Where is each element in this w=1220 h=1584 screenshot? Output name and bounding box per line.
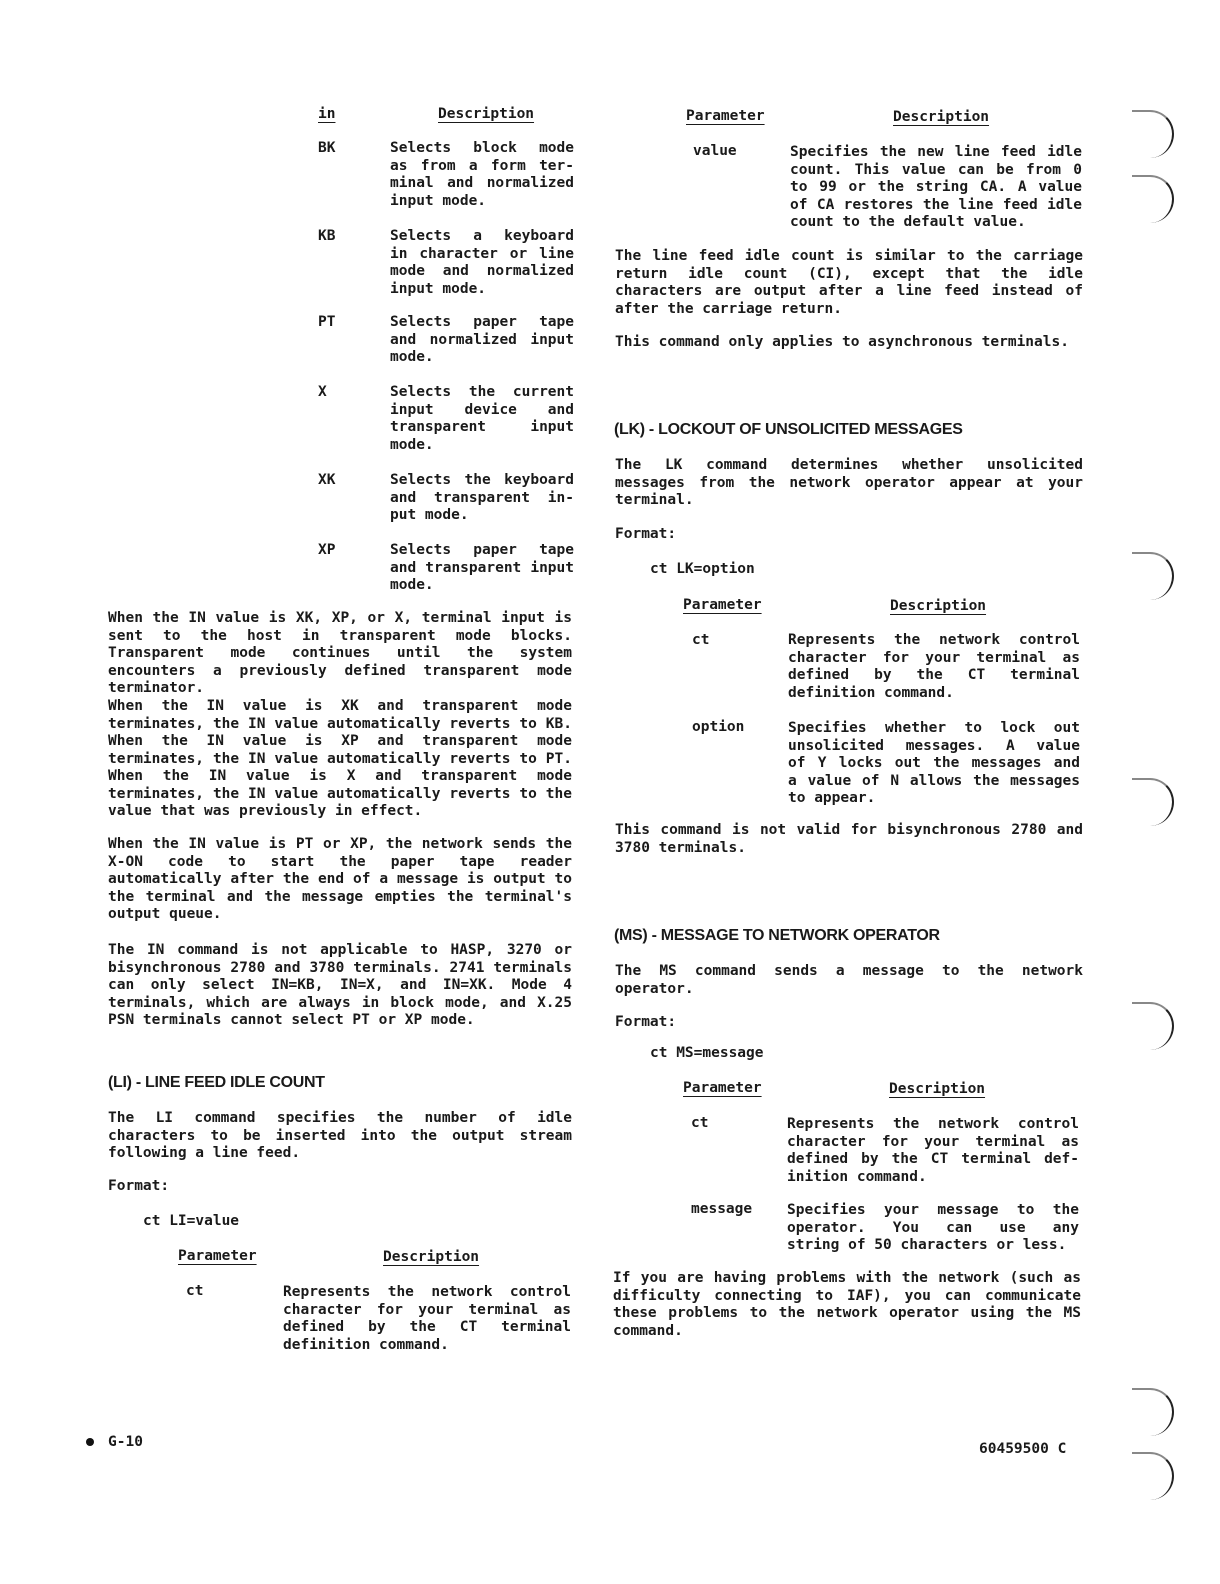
in-desc (390, 228, 574, 298)
in-desc-line: and normalized input (390, 331, 574, 348)
body-paragraph: When the IN value is PT or XP, the network sends the X-ON code to start the paper tape reader automatically after the end of a message is output to the terminal and the message empties the terminal's output queue. (108, 836, 572, 922)
param-desc-line: definition command. (283, 1336, 449, 1353)
param-header: Parameter (686, 108, 765, 124)
in-desc-line: minal and normalized (390, 175, 574, 191)
ms-note: If you are having problems with the network (such as difficulty connecting to IAF), you can communicate these problems to the network operator using the MS command. (613, 1270, 1081, 1339)
param-desc-line: count to the default value. (790, 214, 1026, 230)
in-desc-line: Selects block mode (390, 140, 574, 156)
li-note: The line feed idle count is similar to the carriage return idle count (CI), except that the idle characters are output after a line feed instead of after the carriage return. (615, 248, 1083, 317)
param-desc-line: to 99 or the string CA. A value (790, 179, 1082, 195)
param-desc (790, 144, 1082, 232)
section-heading-lk: (LK) - LOCKOUT OF UNSOLICITED MESSAGES (614, 421, 963, 438)
desc-header: Description (890, 598, 987, 614)
in-code: KB (318, 228, 336, 244)
param-name: message (691, 1201, 753, 1217)
param-desc-line: character for your terminal as (788, 649, 1080, 666)
in-desc-line: input mode. (390, 280, 487, 297)
desc-header: Description (889, 1081, 986, 1097)
punch-hole-icon (1132, 1452, 1174, 1500)
param-desc-line: Represents the network control (788, 632, 1080, 648)
desc-header: Description (383, 1249, 480, 1265)
in-desc (390, 384, 574, 454)
param-header: Parameter (178, 1248, 257, 1264)
param-desc-line: of CA restores the line feed idle (790, 196, 1082, 213)
format-syntax: ct MS=message (650, 1045, 764, 1061)
param-desc-line: count. This value can be from 0 (790, 161, 1082, 178)
in-code: XP (318, 542, 336, 558)
in-desc-line: mode. (390, 349, 434, 365)
in-desc-line: Selects a keyboard (390, 228, 574, 244)
in-desc (390, 314, 574, 367)
in-desc-line: Selects paper tape (390, 314, 574, 330)
param-desc-line: Represents the network control (283, 1284, 571, 1300)
param-desc-line: to appear. (788, 790, 876, 806)
param-desc-line: Specifies whether to lock out (788, 720, 1080, 736)
format-label: Format: (615, 1014, 677, 1030)
param-desc (788, 632, 1080, 702)
in-desc-line: mode and normalized (390, 263, 574, 279)
bullet-icon (86, 1438, 94, 1446)
lk-note: This command is not valid for bisynchronous 2780 and 3780 terminals. (615, 822, 1083, 856)
param-desc-line: definition command. (788, 684, 954, 701)
in-desc-line: input mode. (390, 192, 487, 209)
param-desc-line: Specifies your message to the (787, 1202, 1079, 1218)
param-name: ct (186, 1283, 204, 1299)
param-desc-line: inition command. (787, 1168, 927, 1185)
param-header: Parameter (683, 1080, 762, 1096)
punch-hole-icon (1132, 1388, 1174, 1436)
in-desc-line: mode. (390, 577, 434, 593)
format-syntax: ct LK=option (650, 561, 755, 577)
in-desc-line: Selects the keyboard (390, 472, 574, 488)
in-desc-line: in character or line (390, 245, 574, 262)
in-desc-line: put mode. (390, 507, 469, 523)
section-heading-ms: (MS) - MESSAGE TO NETWORK OPERATOR (614, 927, 940, 944)
in-desc-header: Description (438, 106, 535, 122)
param-desc-line: string of 50 characters or less. (787, 1237, 1067, 1253)
param-desc-line: character for your terminal as (283, 1301, 571, 1318)
param-name: value (693, 143, 737, 159)
param-desc-line: Specifies the new line feed idle (790, 144, 1082, 160)
punch-hole-icon (1132, 1002, 1174, 1050)
param-desc-line: Represents the network control (787, 1116, 1079, 1132)
in-desc (390, 140, 574, 210)
punch-hole-icon (1132, 175, 1174, 223)
page-number: G-10 (108, 1434, 143, 1450)
param-desc-line: defined by the CT terminal (788, 667, 1080, 683)
in-desc (390, 542, 574, 595)
in-col-header: in (318, 106, 336, 122)
param-name: ct (691, 1115, 709, 1131)
format-syntax: ct LI=value (143, 1213, 240, 1229)
format-label: Format: (615, 526, 677, 542)
param-desc (283, 1284, 571, 1354)
in-desc-line: mode. (390, 436, 434, 453)
in-desc-line: and transparent in- (390, 489, 574, 506)
in-code: PT (318, 314, 336, 330)
param-desc-line: of Y locks out the messages and (788, 755, 1080, 771)
param-desc (787, 1116, 1079, 1186)
document-number: 60459500 C (979, 1441, 1067, 1457)
param-desc-line: operator. You can use any (787, 1219, 1079, 1236)
param-desc-line: defined by the CT terminal def- (787, 1151, 1079, 1167)
param-name: option (692, 719, 745, 735)
param-desc (788, 720, 1080, 808)
param-desc-line: defined by the CT terminal (283, 1319, 571, 1335)
punch-hole-icon (1132, 552, 1174, 600)
in-desc-line: Selects paper tape (390, 542, 574, 558)
lk-intro: The LK command determines whether unsolicited messages from the network operator appear at your terminal. (615, 457, 1083, 508)
li-note: This command only applies to asynchronous terminals. (615, 334, 1069, 350)
body-paragraph: The IN command is not applicable to HASP, 3270 or bisynchronous 2780 and 3780 terminals. 2741 terminals can only select IN=KB, IN=X, and IN=XK. Mode 4 terminals, which are always in block mode, and X.25 PSN terminals cannot select PT or XP mode. (108, 942, 572, 1028)
punch-hole-icon (1132, 778, 1174, 826)
in-code: BK (318, 140, 336, 156)
in-desc-line: and transparent input (390, 559, 574, 576)
ms-intro: The MS command sends a message to the network operator. (615, 963, 1083, 997)
punch-hole-icon (1132, 110, 1174, 158)
body-paragraph: When the IN value is XK and transparent mode terminates, the IN value automatically reverts to KB. When the IN value is XP and transparent mode terminates, the IN value automatically reverts to PT. When the IN value is X and transparent mode terminates, the IN value automatically reverts to the value that was previously in effect. (108, 698, 572, 819)
param-name: ct (692, 632, 710, 648)
body-paragraph: When the IN value is XK, XP, or X, terminal input is sent to the host in transparent mode blocks. Transparent mode continues until the system encounters a previously defined transparent mode terminator. (108, 610, 572, 696)
in-desc-line: input device and (390, 401, 574, 418)
format-label: Format: (108, 1178, 170, 1194)
param-desc (787, 1202, 1079, 1255)
in-code: XK (318, 472, 336, 488)
li-intro: The LI command specifies the number of idle characters to be inserted into the output stream following a line feed. (108, 1110, 572, 1161)
desc-header: Description (893, 109, 990, 125)
in-code: X (318, 384, 327, 400)
section-heading-li: (LI) - LINE FEED IDLE COUNT (108, 1074, 325, 1091)
param-desc-line: character for your terminal as (787, 1133, 1079, 1150)
in-desc (390, 472, 574, 525)
param-header: Parameter (683, 597, 762, 613)
in-desc-line: Selects the current (390, 384, 574, 400)
in-desc-line: transparent input (390, 419, 574, 435)
param-desc-line: a value of N allows the messages (788, 772, 1080, 789)
in-desc-line: as from a form ter- (390, 157, 574, 174)
param-desc-line: unsolicited messages. A value (788, 737, 1080, 754)
